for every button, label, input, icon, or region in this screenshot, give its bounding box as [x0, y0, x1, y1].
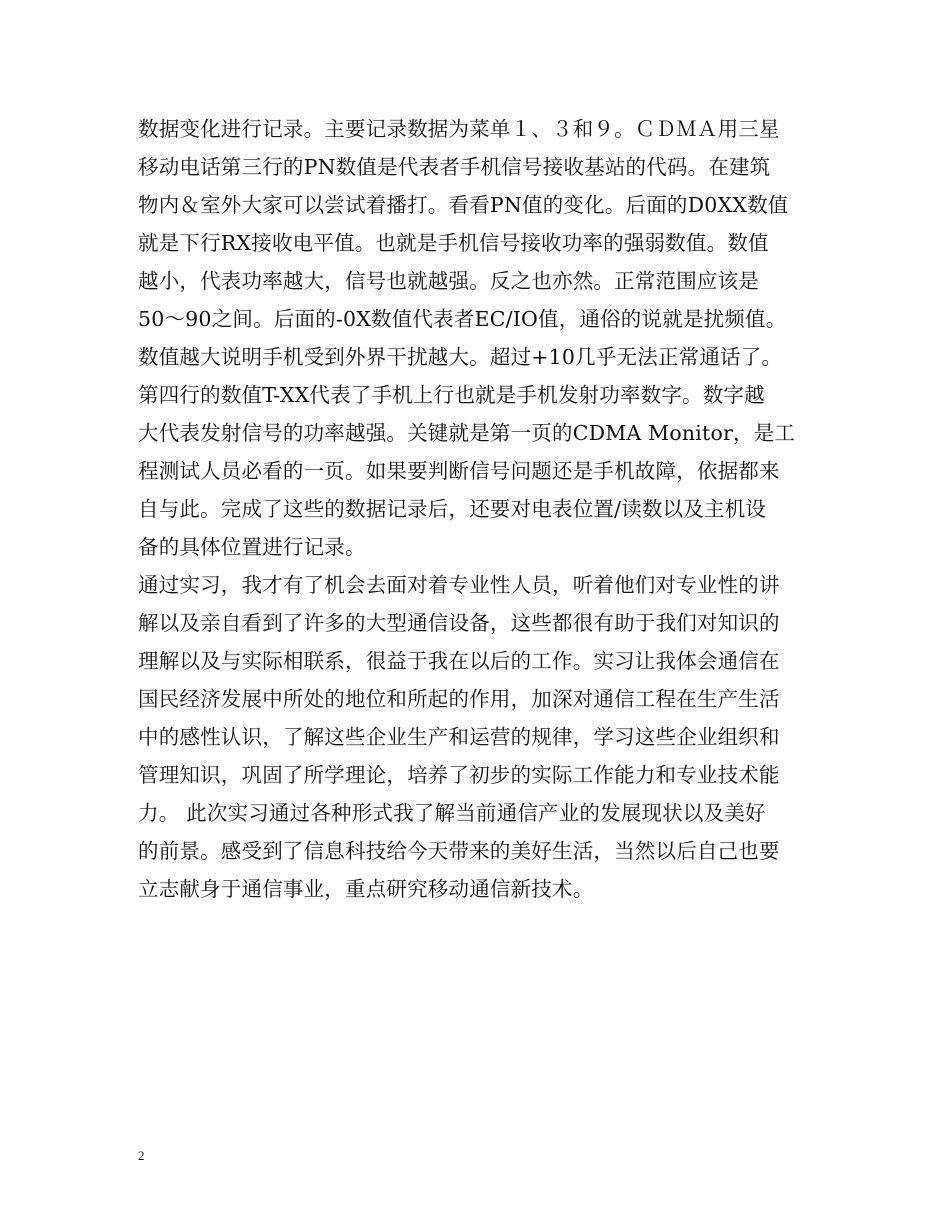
body-text — [138, 110, 828, 908]
text-line: 50～90之间。后面的-0X数值代表者EC/IO值，通俗的说就是扰频值。 — [138, 307, 787, 331]
paragraph-1 — [138, 110, 828, 566]
text-line: 力。 此次实习通过各种形式我了解当前通信产业的发展现状以及美好 — [138, 801, 766, 825]
text-line: 就是下行RX接收电平值。也就是手机信号接收功率的强弱数值。数值 — [138, 231, 769, 255]
text-line: 通过实习，我才有了机会去面对着专业性人员，听着他们对专业性的讲 — [138, 573, 780, 597]
text-line: 越小，代表功率越大，信号也就越强。反之也亦然。正常范围应该是 — [138, 269, 759, 293]
text-line: 大代表发射信号的功率越强。关键就是第一页的CDMA Monitor，是工 — [138, 421, 796, 445]
text-line: 备的具体位置进行记录。 — [138, 535, 366, 559]
text-line: 数据变化进行记录。主要记录数据为菜单１、３和９。ＣＤＭＡ用三星 — [138, 117, 780, 141]
text-line: 数值越大说明手机受到外界干扰越大。超过+10几乎无法正常通话了。 — [138, 345, 783, 369]
text-line: 第四行的数值T-XX代表了手机上行也就是手机发射功率数字。数字越 — [138, 383, 765, 407]
text-line: 物内＆室外大家可以尝试着播打。看看PN值的变化。后面的D0XX数值 — [138, 193, 789, 217]
paragraph-2 — [138, 566, 828, 908]
text-line: 程测试人员必看的一页。如果要判断信号问题还是手机故障，依据都来 — [138, 459, 780, 483]
text-line: 中的感性认识，了解这些企业生产和运营的规律，学习这些企业组织和 — [138, 725, 780, 749]
text-line: 移动电话第三行的PN数值是代表者手机信号接收基站的代码。在建筑 — [138, 155, 771, 179]
text-line: 解以及亲自看到了许多的大型通信设备，这些都很有助于我们对知识的 — [138, 611, 780, 635]
text-line: 自与此。完成了这些的数据记录后，还要对电表位置/读数以及主机设 — [138, 497, 767, 521]
page-number: 2 — [138, 1148, 145, 1163]
text-line: 国民经济发展中所处的地位和所起的作用，加深对通信工程在生产生活 — [138, 687, 780, 711]
text-line: 理解以及与实际相联系，很益于我在以后的工作。实习让我体会通信在 — [138, 649, 780, 673]
text-line: 管理知识，巩固了所学理论，培养了初步的实际工作能力和专业技术能 — [138, 763, 780, 787]
text-line: 的前景。感受到了信息科技给今天带来的美好生活，当然以后自己也要 — [138, 839, 780, 863]
text-line: 立志献身于通信事业，重点研究移动通信新技术。 — [138, 877, 594, 901]
